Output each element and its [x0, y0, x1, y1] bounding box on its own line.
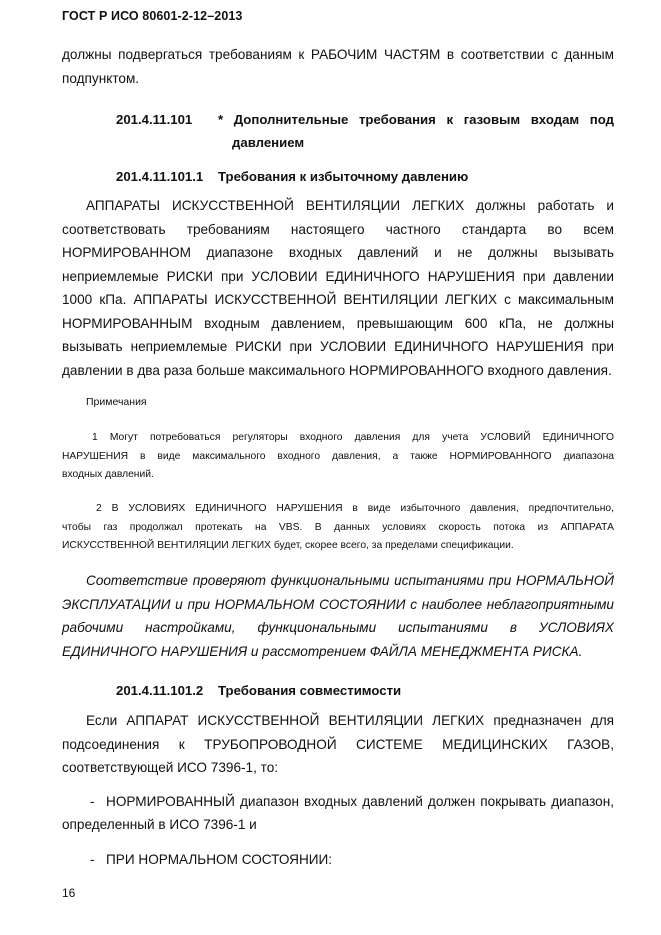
list-item: ПРИ НОРМАЛЬНОМ СОСТОЯНИИ:: [106, 852, 333, 867]
intro-line: должны подвергаться требованиям к РАБОЧИМ ЧАСТЯМ в соответствии с данным: [62, 47, 614, 62]
list-item-cont: определенный в ИСО 7396-1 и: [62, 817, 257, 832]
note-line: НАРУШЕНИЯ в виде максимального входного давления, а также НОРМИРОВАННОГО диапазона: [62, 450, 614, 462]
intro-line: подпунктом.: [62, 70, 140, 86]
note-line: ИСКУССТВЕННОЙ ВЕНТИЛЯЦИИ ЛЕГКИХ будет, скорее всего, за пределами спецификации.: [62, 540, 514, 552]
note-2: [62, 500, 614, 556]
section-title-cont: давлением: [232, 135, 305, 150]
paragraph-line: АППАРАТЫ ИСКУССТВЕННОЙ ВЕНТИЛЯЦИИ ЛЕГКИХ должны работать и: [86, 198, 614, 213]
subsection-number: 201.4.11.101.1: [116, 169, 204, 184]
paragraph-line: неприемлемые РИСКИ при УСЛОВИИ ЕДИНИЧНОГО НАРУШЕНИЯ при давлении: [62, 268, 614, 284]
section-title: * Дополнительные требования к газовым входам под: [218, 112, 614, 127]
note-line: входных давлений.: [62, 469, 154, 481]
paragraph-line: соответствующей ИСО 7396-1, то:: [62, 760, 279, 775]
list-item: НОРМИРОВАННЫЙ диапазон входных давлений должен покрывать диапазон,: [106, 794, 614, 809]
page-number: 16: [62, 886, 76, 900]
overpressure-paragraph: [62, 194, 614, 382]
paragraph-line: давлении в два раза больше максимального НОРМИРОВАННОГО входного давления.: [62, 362, 612, 378]
paragraph-line: вызывать неприемлемые РИСКИ при УСЛОВИИ ЕДИНИЧНОГО НАРУШЕНИЯ при: [62, 339, 614, 354]
subsection-number: 201.4.11.101.2: [116, 683, 204, 698]
subsection-title: Требования к избыточному давлению: [218, 169, 469, 184]
compliance-line: ЕДИНИЧНОГО НАРУШЕНИЯ и рассмотрением ФАЙЛА МЕНЕДЖМЕНТА РИСКА.: [62, 643, 583, 659]
note-line: чтобы газ продолжал протекать на VBS. В данных условиях скорость потока из АППАРАТА: [62, 521, 614, 533]
document-header: ГОСТ Р ИСО 80601-2-12–2013: [62, 9, 243, 23]
note-line: 1 Могут потребоваться регуляторы входного давления для учета УСЛОВИЙ ЕДИНИЧНОГО: [92, 432, 614, 443]
intro-paragraph: [62, 43, 614, 90]
paragraph-line: 1000 кПа. АППАРАТЫ ИСКУССТВЕННОЙ ВЕНТИЛЯЦИИ ЛЕГКИХ с максимальным: [62, 292, 614, 307]
list-marker: -: [90, 794, 95, 809]
compliance-line: Соответствие проверяют функциональными испытаниями при НОРМАЛЬНОЙ: [86, 573, 614, 588]
subsection-title: Требования совместимости: [218, 683, 402, 698]
section-number: 201.4.11.101: [116, 112, 193, 127]
note-1: [62, 429, 614, 485]
compatibility-paragraph: [62, 709, 614, 780]
paragraph-line: Если АППАРАТ ИСКУССТВЕННОЙ ВЕНТИЛЯЦИИ ЛЕГКИХ предназначен для: [86, 713, 614, 728]
paragraph-line: НОРМИРОВАННЫМ входным давлением, превышающим 600 кПа, не должны: [62, 315, 614, 331]
notes-heading: Примечания: [86, 396, 147, 408]
list-marker: -: [90, 852, 95, 867]
compliance-line: ЭКСПЛУАТАЦИИ и при НОРМАЛЬНОМ СОСТОЯНИИ с наиболее неблагоприятными: [62, 596, 614, 612]
compliance-paragraph: [62, 569, 614, 663]
note-line: 2 В УСЛОВИЯХ ЕДИНИЧНОГО НАРУШЕНИЯ в виде избыточного давления, предпочтительно,: [96, 503, 614, 514]
paragraph-line: подсоединения к ТРУБОПРОВОДНОЙ СИСТЕМЕ МЕДИЦИНСКИХ ГАЗОВ,: [62, 736, 614, 752]
paragraph-line: соответствовать требованиям настоящего частного стандарта во всем: [62, 221, 614, 237]
compliance-line: рабочими настройками, функциональными испытаниями в УСЛОВИЯХ: [62, 620, 614, 636]
paragraph-line: НОРМИРОВАННОМ диапазоне входных давлений и не должны вызывать: [62, 245, 614, 260]
